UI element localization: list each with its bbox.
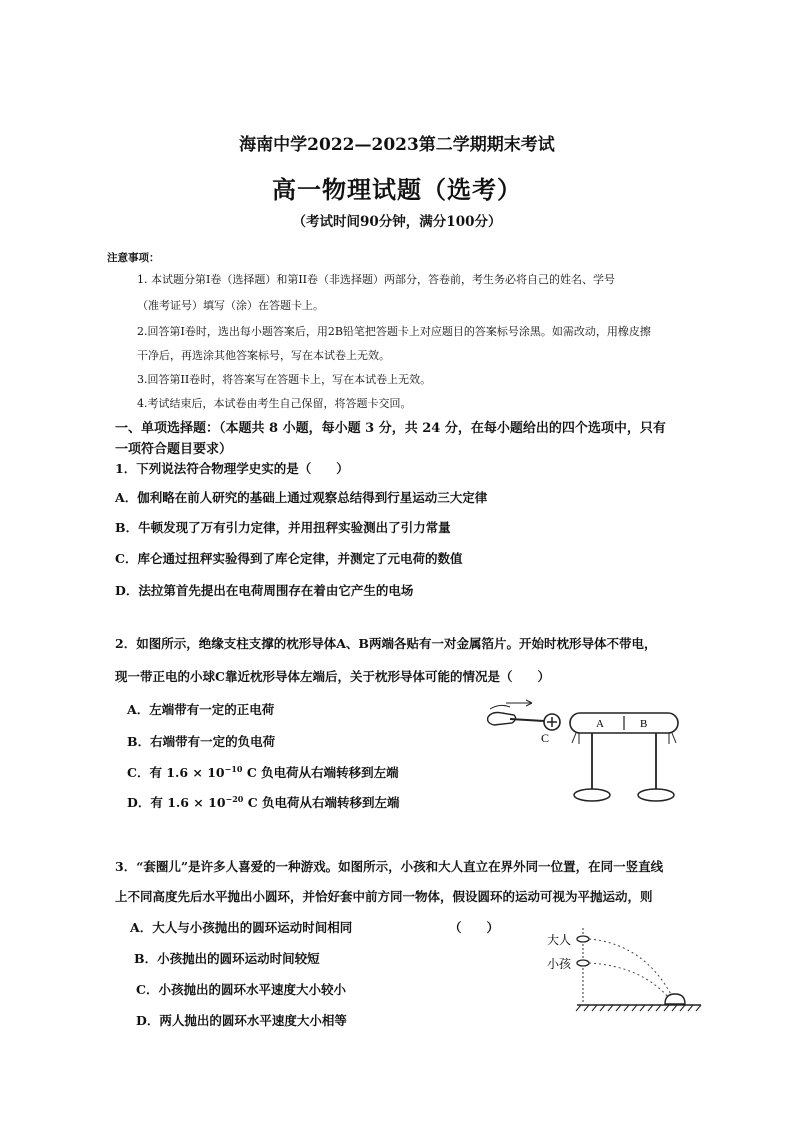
- q2-option-c-prefix: C．有 1.6 × 10: [127, 765, 225, 780]
- conductor-b-label: B: [640, 718, 648, 730]
- q3-option-b: B．小孩抛出的圆环运动时间较短: [134, 951, 320, 966]
- adult-label: 大人: [547, 933, 572, 947]
- child-label: 小孩: [547, 957, 572, 971]
- section1-heading-cont: 一项符合题目要求）: [115, 442, 233, 457]
- q2-stem: 2．如图所示，绝缘支柱支撑的枕形导体A、B两端各贴有一对金属箔片。开始时枕形导体不带电，: [115, 636, 657, 651]
- ring-toss-figure: [545, 920, 705, 1020]
- section1-heading: 一、单项选择题：（本题共 8 小题，每小题 3 分，共 24 分，在每小题给出的四个选项中，只有: [115, 421, 666, 436]
- q2-option-a: A．左端带有一定的正电荷: [127, 702, 275, 717]
- q1-option-d: D．法拉第首先提出在电荷周围存在着由它产生的电场: [115, 583, 414, 598]
- note-item: 4.考试结束后，本试卷由考生自己保留，将答题卡交回。: [137, 397, 412, 410]
- q2-option-d-prefix: D．有 1.6 × 10: [127, 795, 226, 810]
- q3-option-a: A．大人与小孩抛出的圆环运动时间相同: [130, 920, 353, 935]
- note-item: 2.回答第I卷时，选出每小题答案后，用2B铅笔把答题卡上对应题目的答案标号涂黑。如需改动，用橡皮擦: [137, 325, 651, 338]
- note-item: （准考证号）填写（涂）在答题卡上。: [137, 299, 324, 312]
- q2-option-c-suffix: C 负电荷从右端转移到左端: [242, 765, 399, 780]
- pillow-conductor-figure: [480, 695, 700, 810]
- q3-stem: 3．“套圈儿”是许多人喜爱的一种游戏。如图所示，小孩和大人直立在界外同一位置，在同一竖直线: [115, 859, 664, 874]
- q2-option-b: B．右端带有一定的负电荷: [127, 734, 276, 749]
- q1-option-a: A．伽利略在前人研究的基础上通过观察总结得到行星运动三大定律: [115, 490, 488, 505]
- q2-stem-cont: 现一带正电的小球C靠近枕形导体左端后，关于枕形导体可能的情况是（ ）: [115, 669, 550, 684]
- q2-option-d-exponent: −20: [225, 793, 244, 804]
- q2-option-d-suffix: C 负电荷从右端转移到左端: [243, 795, 400, 810]
- note-item: 干净后，再选涂其他答案标号，写在本试卷上无效。: [137, 349, 390, 362]
- q3-option-d: D．两人抛出的圆环水平速度大小相等: [136, 1013, 347, 1028]
- note-item: 1. 本试题分第I卷（选择题）和第II卷（非选择题）两部分，答卷前，考生务必将自己的姓名、学号: [137, 273, 616, 286]
- q2-option-c: [127, 763, 399, 781]
- q2-option-c-exponent: −10: [224, 763, 243, 774]
- ball-c-label: C: [541, 731, 550, 745]
- q1-option-b: B．牛顿发现了万有引力定律，并用扭秤实验测出了引力常量: [115, 520, 451, 535]
- note-item: 3.回答第II卷时，将答案写在答题卡上，写在本试卷上无效。: [137, 373, 432, 386]
- q3-option-c: C．小孩抛出的圆环水平速度大小较小: [136, 982, 346, 997]
- subject-title: 高一物理试题（选考）: [272, 175, 522, 204]
- q1-stem: 1．下列说法符合物理学史实的是（ ）: [115, 461, 349, 476]
- notes-heading: 注意事项：: [107, 252, 160, 264]
- exam-info: （考试时间90分钟，满分100分）: [292, 214, 502, 230]
- school-exam-title: 海南中学2022—2023第二学期期末考试: [239, 135, 555, 155]
- conductor-a-label: A: [596, 718, 604, 730]
- q3-answer-blank: （ ）: [449, 920, 500, 935]
- q1-option-c: C．库仑通过扭秤实验得到了库仑定律，并测定了元电荷的数值: [115, 551, 463, 566]
- q2-option-d: [127, 793, 400, 811]
- q3-stem-cont: 上不同高度先后水平抛出小圆环，并恰好套中前方同一物体，假设圆环的运动可视为平抛运动，则: [115, 889, 653, 904]
